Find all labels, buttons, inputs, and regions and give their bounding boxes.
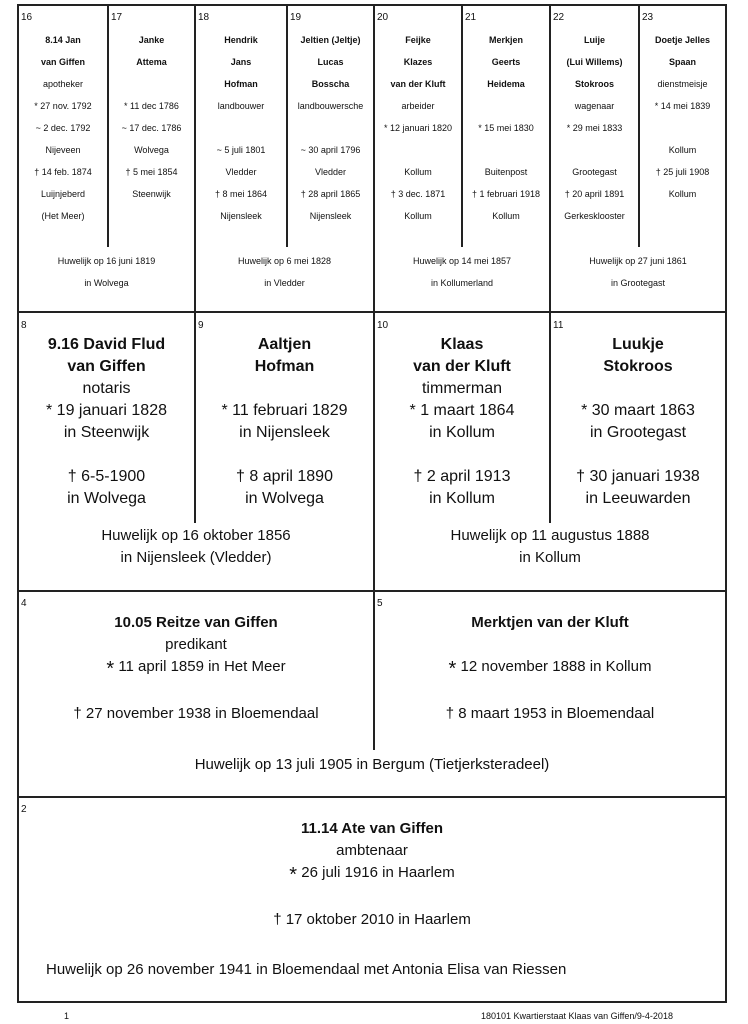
person-11: [551, 334, 725, 510]
person-detail: † 8 april 1890: [236, 468, 333, 485]
person-name-line: Geerts: [491, 57, 521, 67]
person-name-line: Luije: [583, 35, 605, 45]
person-10: [375, 334, 549, 510]
person-detail: wagenaar: [574, 101, 615, 111]
person-detail: † 5 mei 1854: [125, 167, 178, 177]
person-16: [19, 29, 107, 227]
person-detail: * 14 mei 1839: [654, 101, 711, 111]
person-detail: † 8 mei 1864: [214, 189, 268, 199]
person-detail: [463, 139, 549, 161]
person-detail: dienstmeisje: [657, 79, 708, 89]
person-name-line: van Giffen: [40, 57, 85, 67]
marriage-place: in Nijensleek (Vledder): [120, 549, 272, 566]
person-name: 11.14 Ate van Giffen: [300, 820, 443, 837]
person-detail: in Grootegast: [589, 424, 687, 441]
person-detail: landbouwer: [217, 101, 265, 111]
marriage-text: Huwelijk op 16 oktober 1856: [101, 527, 291, 544]
person-detail: [109, 73, 194, 95]
person-detail: [551, 378, 725, 400]
person-detail: * 1 maart 1864: [409, 402, 515, 419]
person-number: 16: [21, 12, 33, 23]
person-detail: * 12 januari 1820: [383, 123, 453, 133]
person-detail: ~ 30 april 1796: [300, 145, 361, 155]
person-detail: † 1 februari 1918: [471, 189, 541, 199]
person-detail: † 20 april 1891: [564, 189, 625, 199]
person-name-line: Doetje Jelles: [654, 35, 711, 45]
person-19: [288, 29, 373, 227]
marriage-text: Huwelijk op 6 mei 1828: [237, 256, 332, 266]
person-death: † 27 november 1938 in Bloemendaal: [73, 705, 319, 722]
person-detail: apotheker: [42, 79, 84, 89]
marriage-text: Huwelijk op 16 juni 1819: [57, 256, 156, 266]
marriage-2: Huwelijk op 26 november 1941 in Bloemendaal met Antonia Elisa van Riessen: [46, 961, 567, 978]
person-22: [551, 29, 638, 227]
person-number: 2: [21, 804, 27, 815]
person-detail: [196, 444, 373, 466]
divider-gen3-gen2: [17, 796, 727, 798]
person-detail: Nijeveen: [45, 145, 81, 155]
person-detail: * 15 mei 1830: [478, 123, 534, 133]
person-death: † 17 oktober 2010 in Haarlem: [273, 911, 471, 928]
person-name-line: (Lui Willems): [566, 57, 623, 67]
person-18: [196, 29, 286, 227]
person-detail: ~ 2 dec. 1792: [35, 123, 91, 133]
marriage-place: in Kollum: [519, 549, 581, 566]
person-number: 8: [21, 320, 27, 331]
person-20: [375, 29, 461, 227]
person-name-line: Spaan: [668, 57, 696, 67]
marriage-18-19: [196, 250, 373, 294]
person-8: [19, 334, 194, 510]
marriage-text: Huwelijk op 14 mei 1857: [412, 256, 512, 266]
person-number: 11: [553, 320, 564, 331]
person-name-line: 9.16 David Flud: [47, 336, 166, 353]
marriage-8-9: [19, 525, 373, 569]
person-17: [109, 29, 194, 205]
person-detail: Vledder: [225, 167, 257, 177]
person-detail: Gerkesklooster: [564, 211, 625, 221]
person-5: [375, 612, 725, 725]
person-detail: † 30 januari 1938: [576, 468, 700, 485]
person-detail: landbouwersche: [297, 101, 364, 111]
person-detail: [463, 95, 549, 117]
person-detail: notaris: [82, 380, 131, 397]
marriage-10-11: [375, 525, 725, 569]
person-detail: [551, 139, 638, 161]
person-name-line: Lucas: [317, 57, 344, 67]
person-9: [196, 334, 373, 510]
divider-gen4-gen3: [17, 590, 727, 592]
person-name-line: Feijke: [405, 35, 431, 45]
person-number: 22: [553, 12, 565, 23]
person-detail: Buitenpost: [484, 167, 528, 177]
marriage-4-5: Huwelijk op 13 juli 1905 in Bergum (Tietjerksteradeel): [194, 756, 550, 773]
person-detail: Kollum: [668, 189, 697, 199]
person-number: 10: [377, 320, 389, 331]
person-name-line: Jeltien (Jeltje): [300, 35, 361, 45]
person-detail: † 25 juli 1908: [655, 167, 710, 177]
person-detail: * 11 februari 1829: [221, 402, 348, 419]
marriage-place: in Wolvega: [84, 278, 129, 288]
person-name-line: Attema: [136, 57, 167, 67]
person-detail: * 29 mei 1833: [566, 123, 623, 133]
person-number: 5: [377, 598, 383, 609]
person-name-line: Klaas: [440, 336, 484, 353]
document-reference: 180101 Kwartierstaat Klaas van Giffen/9-4-2018: [481, 1011, 673, 1021]
person-detail: [196, 378, 373, 400]
person-birth: * 12 november 1888 in Kollum: [448, 658, 652, 680]
person-detail: in Wolvega: [245, 490, 324, 507]
person-name-line: Klazes: [403, 57, 433, 67]
person-name-line: van der Kluft: [390, 79, 446, 89]
person-number: 21: [465, 12, 477, 23]
person-name-line: van der Kluft: [413, 358, 511, 375]
person-detail: Luijnjeberd: [40, 189, 86, 199]
person-21: [463, 29, 549, 227]
person-detail: ~ 17 dec. 1786: [121, 123, 182, 133]
person-detail: † 6-5-1900: [67, 468, 146, 485]
divider-gen5-gen4: [17, 311, 727, 313]
person-detail: in Wolvega: [67, 490, 146, 507]
person-detail: Wolvega: [134, 145, 169, 155]
person-number: 17: [111, 12, 123, 23]
person-detail: * 11 dec 1786: [124, 101, 179, 111]
person-detail: Steenwijk: [132, 189, 171, 199]
person-number: 23: [642, 12, 654, 23]
person-detail: [288, 117, 373, 139]
person-4: [19, 612, 373, 725]
person-number: 19: [290, 12, 302, 23]
person-detail: in Nijensleek: [239, 424, 330, 441]
person-detail: Grootegast: [572, 167, 617, 177]
person-name-line: Hofman: [224, 79, 258, 89]
person-detail: [640, 117, 725, 139]
person-detail: [375, 139, 461, 161]
person-detail: in Kollum: [429, 490, 495, 507]
marriage-place: in Kollumerland: [430, 278, 494, 288]
person-detail: Kollum: [404, 167, 432, 177]
person-name: Merktjen van der Kluft: [471, 614, 629, 631]
person-occupation: [375, 634, 725, 656]
person-number: 4: [21, 598, 27, 609]
person-2: [19, 818, 725, 931]
person-detail: arbeider: [401, 101, 435, 111]
marriage-text: Huwelijk op 11 augustus 1888: [450, 527, 650, 544]
person-detail: Kollum: [668, 145, 697, 155]
person-detail: [375, 444, 549, 466]
person-detail: * 19 januari 1828: [46, 402, 167, 419]
person-23: [640, 29, 725, 205]
marriage-16-17: [19, 250, 194, 294]
person-detail: in Steenwijk: [63, 424, 150, 441]
person-number: 18: [198, 12, 210, 23]
person-number: 9: [198, 320, 204, 331]
person-occupation: ambtenaar: [336, 842, 408, 859]
person-detail: † 28 april 1865: [300, 189, 361, 199]
person-number: 20: [377, 12, 389, 23]
person-name-line: Merkjen: [488, 35, 523, 45]
marriage-place: in Vledder: [264, 278, 305, 288]
person-name-line: Aaltjen: [257, 336, 312, 353]
person-birth: * 11 april 1859 in Het Meer: [106, 658, 286, 680]
person-name-line: Stokroos: [574, 79, 614, 89]
person-detail: Vledder: [314, 167, 347, 177]
person-name-line: Heidema: [487, 79, 525, 89]
person-birth: * 26 juli 1916 in Haarlem: [289, 864, 455, 886]
person-detail: [551, 444, 725, 466]
person-name-line: Janke: [138, 35, 165, 45]
person-detail: Nijensleek: [309, 211, 352, 221]
person-name-line: van Giffen: [67, 358, 146, 375]
person-detail: timmerman: [421, 380, 502, 397]
divider-v: [725, 796, 727, 961]
marriage-22-23: [551, 250, 725, 294]
person-occupation: predikant: [165, 636, 227, 653]
person-detail: † 3 dec. 1871: [390, 189, 446, 199]
person-detail: [196, 117, 286, 139]
person-name-line: 8.14 Jan: [45, 35, 81, 45]
person-detail: Kollum: [404, 211, 432, 221]
marriage-text: Huwelijk op 27 juni 1861: [589, 256, 687, 266]
person-detail: ~ 5 juli 1801: [216, 145, 266, 155]
marriage-place: in Grootegast: [610, 278, 666, 288]
person-detail: in Leeuwarden: [585, 490, 691, 507]
person-detail: * 30 maart 1863: [581, 402, 695, 419]
person-detail: * 27 nov. 1792: [34, 101, 92, 111]
person-detail: Nijensleek: [220, 211, 262, 221]
person-name-line: Stokroos: [603, 358, 673, 375]
person-detail: † 2 april 1913: [413, 468, 511, 485]
person-name-line: Hofman: [254, 358, 315, 375]
person-detail: † 14 feb. 1874: [34, 167, 92, 177]
person-detail: [19, 444, 194, 466]
person-name-line: Bosscha: [311, 79, 350, 89]
person-detail: (Het Meer): [41, 211, 85, 221]
person-name-line: Jans: [230, 57, 252, 67]
person-name-line: Hendrik: [224, 35, 258, 45]
marriage-20-21: [375, 250, 549, 294]
person-name-line: Luukje: [612, 336, 664, 353]
person-name: 10.05 Reitze van Giffen: [114, 614, 278, 631]
person-detail: in Kollum: [429, 424, 495, 441]
person-detail: Kollum: [492, 211, 520, 221]
person-death: † 8 maart 1953 in Bloemendaal: [445, 705, 655, 722]
page-number: 1: [64, 1011, 70, 1021]
